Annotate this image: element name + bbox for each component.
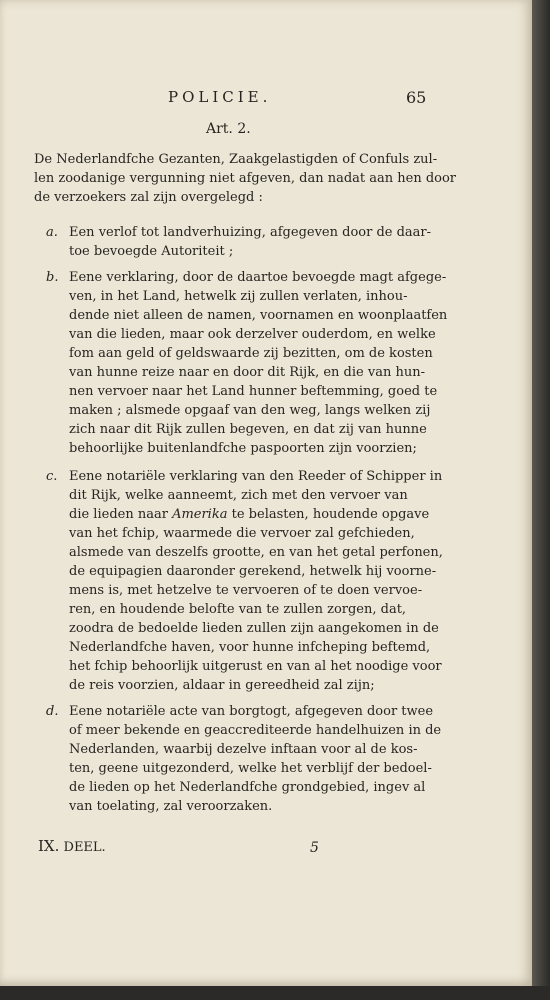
text-line: dit Rijk, welke aanneemt, zich met den vervoer van	[69, 488, 408, 503]
text-line: de verzoekers zal zijn overgelegd :	[34, 190, 263, 205]
item-marker: d.	[46, 704, 59, 719]
text-line: maken ; alsmede opgaaf van den weg, langs welken zij	[69, 403, 431, 418]
text-line: behoorlijke buitenlandfche paspoorten zijn voorzien;	[69, 441, 417, 456]
item-marker: a.	[46, 225, 58, 240]
text-line: de lieden op het Nederlandfche grondgebied, ingev al	[69, 780, 426, 795]
volume-signature	[38, 837, 106, 855]
item-text	[69, 467, 443, 695]
text-line: of meer bekende en geaccrediteerde handelhuizen in de	[69, 723, 442, 738]
text-line: van hunne reize naar en door dit Rijk, en die van hun-	[69, 365, 425, 380]
text-line: De Nederlandfche Gezanten, Zaakgelastigden of Confuls zul-	[34, 152, 438, 167]
text-line: alsmede van deszelfs grootte, en van het getal perfonen,	[69, 545, 443, 560]
text-line: van toelating, zal veroorzaken.	[69, 799, 273, 814]
volume-part-label: DEEL.	[63, 840, 106, 855]
running-header-title: POLICIE.	[168, 88, 272, 106]
text-fragment: die lieden naar	[69, 507, 168, 522]
text-line: Nederlandfche haven, voor hunne infcheping beftemd,	[69, 640, 431, 655]
article-heading: Art. 2.	[206, 121, 251, 137]
text-line: dende niet alleen de namen, voornamen en woonplaatfen	[69, 308, 448, 323]
text-line: Eene verklaring, door de daartoe bevoegde magt afgege-	[69, 270, 447, 285]
text-line: Een verlof tot landverhuizing, afgegeven door de daar-	[69, 225, 432, 240]
text-line: de reis voorzien, aldaar in gereedheid zal zijn;	[69, 678, 375, 693]
text-line: Eene notariële acte van borgtogt, afgegeven door twee	[69, 704, 434, 719]
text-line: de equipagien daaronder gerekend, hetwelk hij voorne-	[69, 564, 437, 579]
page-number: 65	[406, 88, 427, 107]
text-line: mens is, met hetzelve te vervoeren of te doen vervoe-	[69, 583, 423, 598]
text-line: zoodra de bedoelde lieden zullen zijn aangekomen in de	[69, 621, 439, 636]
text-line: ten, geene uitgezonderd, welke het verblijf der bedoel-	[69, 761, 432, 776]
text-line: toe bevoegde Autoriteit ;	[69, 244, 234, 259]
text-line: van die lieden, maar ook derzelver ouderdom, en welke	[69, 327, 436, 342]
text-line: ren, en houdende belofte van te zullen zorgen, dat,	[69, 602, 407, 617]
item-text	[69, 223, 431, 261]
text-line: nen vervoer naar het Land hunner beftemming, goed te	[69, 384, 438, 399]
gathering-signature: 5	[310, 840, 319, 856]
text-line: zich naar dit Rijk zullen begeven, en dat zij van hunne	[69, 422, 427, 437]
text-fragment: te belasten, houdende opgave	[231, 507, 430, 522]
item-marker: b.	[46, 270, 59, 285]
text-line: Eene notariële verklaring van den Reeder of Schipper in	[69, 469, 443, 484]
intro-paragraph	[34, 150, 457, 207]
item-text	[69, 268, 448, 458]
text-line: len zoodanige vergunning niet afgeven, dan nadat aan hen door	[34, 171, 457, 186]
item-text	[69, 702, 442, 816]
item-marker: c.	[46, 469, 58, 484]
volume-number: IX.	[38, 837, 60, 855]
text-line	[69, 505, 431, 524]
text-line: van het fchip, waarmede die vervoer zal gefchieden,	[69, 526, 415, 541]
text-line: fom aan geld of geldswaarde zij bezitten, om de kosten	[69, 346, 433, 361]
page-edge-shadow	[532, 0, 550, 1000]
text-line: het fchip behoorlijk uitgerust en van al het noodige voor	[69, 659, 442, 674]
text-line: Nederlanden, waarbij dezelve inftaan voor al de kos-	[69, 742, 418, 757]
text-line: ven, in het Land, hetwelk zij zullen verlaten, inhou-	[69, 289, 408, 304]
page-bottom-edge	[0, 986, 550, 1000]
place-name: Amerika	[172, 507, 228, 522]
